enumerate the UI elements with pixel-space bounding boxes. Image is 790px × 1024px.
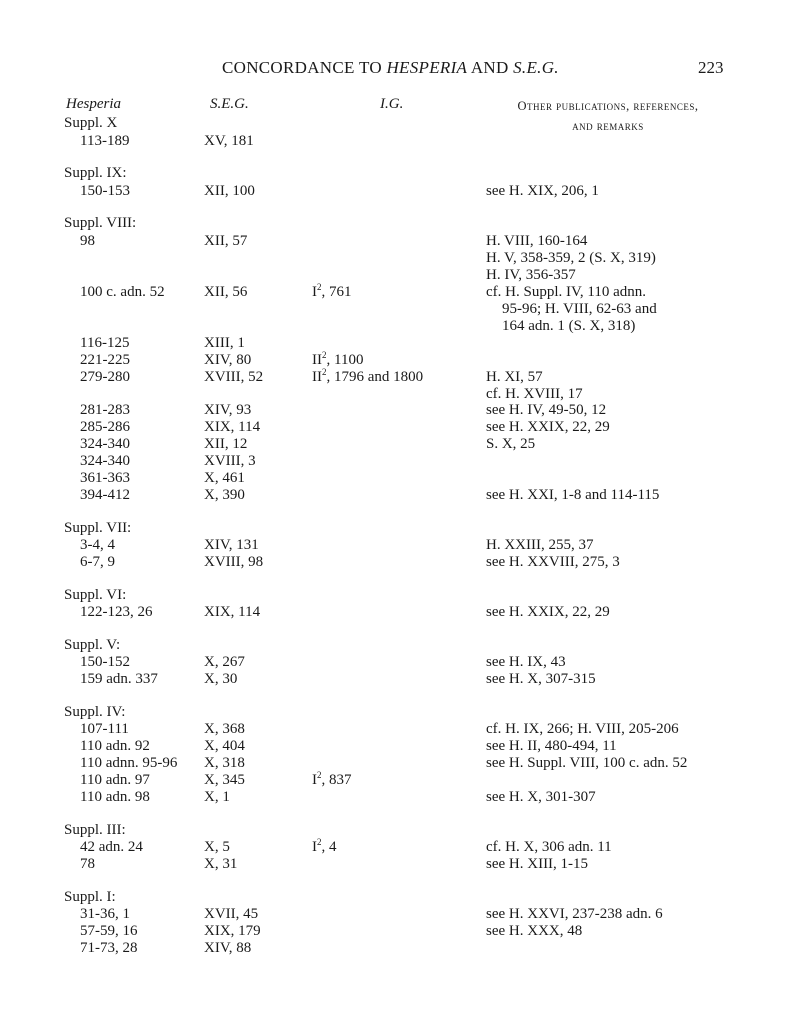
seg-cell: X, 390 (204, 487, 245, 503)
seg-cell: XIII, 1 (204, 335, 245, 351)
other-cell: see H. XXIX, 22, 29 (486, 419, 610, 435)
table-row (0, 755, 790, 772)
section-heading-row (0, 215, 790, 232)
other-cell: see H. IV, 49-50, 12 (486, 402, 607, 418)
table-row (0, 772, 790, 789)
hesperia-cell: 285-286 (80, 419, 130, 435)
running-title (222, 58, 559, 78)
table-row (0, 789, 790, 806)
table-row (0, 369, 790, 386)
table-row (0, 906, 790, 923)
section-heading-row (0, 165, 790, 182)
table-row (0, 318, 790, 335)
running-header (0, 58, 790, 80)
table-row (0, 402, 790, 419)
seg-cell: XIX, 179 (204, 923, 261, 939)
other-cell: cf. H. X, 306 adn. 11 (486, 839, 612, 855)
other-cell: see H. XIX, 206, 1 (486, 183, 599, 199)
hesperia-cell: 324-340 (80, 453, 130, 469)
section-heading-row (0, 704, 790, 721)
seg-cell: X, 404 (204, 738, 245, 754)
title-journal: HESPERIA (386, 58, 468, 77)
seg-cell: X, 368 (204, 721, 245, 737)
seg-cell: X, 5 (204, 839, 230, 855)
ig-cell: $II^2$, 1100 (312, 350, 364, 368)
seg-cell: X, 461 (204, 470, 245, 486)
column-header-hesperia: Hesperia (66, 96, 121, 112)
hesperia-cell: Suppl. VII: (64, 520, 132, 536)
hesperia-cell: Suppl. VIII: (64, 215, 137, 231)
hesperia-cell: Suppl. I: (64, 889, 116, 905)
other-cell: see H. XXI, 1-8 and 114-115 (486, 487, 660, 503)
seg-cell: XVIII, 3 (204, 453, 256, 469)
table-row (0, 487, 790, 504)
seg-cell: XVIII, 52 (204, 369, 264, 385)
other-cell: see H. XXIX, 22, 29 (486, 604, 610, 620)
table-row (0, 284, 790, 301)
hesperia-cell: 281-283 (80, 402, 130, 418)
hesperia-cell: 78 (80, 856, 95, 872)
seg-cell: XIX, 114 (204, 604, 261, 620)
table-row (0, 839, 790, 856)
table-row (0, 738, 790, 755)
table-row (0, 267, 790, 284)
hesperia-cell: 116-125 (80, 335, 130, 351)
other-cell: see H. Suppl. VIII, 100 c. adn. 52 (486, 755, 688, 771)
seg-cell: X, 1 (204, 789, 230, 805)
other-cell: see H. II, 480-494, 11 (486, 738, 617, 754)
other-cell: see H. XXVIII, 275, 3 (486, 554, 620, 570)
ig-cell: $II^2$, 1796 and 1800 (312, 367, 424, 385)
hesperia-cell: 110 adn. 92 (80, 738, 150, 754)
table-row (0, 233, 790, 250)
seg-cell: XIV, 88 (204, 940, 252, 956)
seg-cell: X, 30 (204, 671, 238, 687)
hesperia-cell: 122-123, 26 (80, 604, 153, 620)
other-cell: cf. H. IX, 266; H. VIII, 205-206 (486, 721, 679, 737)
seg-cell: XVII, 45 (204, 906, 259, 922)
table-row (0, 470, 790, 487)
hesperia-cell: Suppl. IV: (64, 704, 126, 720)
table-row (0, 856, 790, 873)
seg-cell: X, 318 (204, 755, 245, 771)
other-cell: see H. XXX, 48 (486, 923, 583, 939)
table-row (0, 335, 790, 352)
hesperia-cell: 6-7, 9 (80, 554, 115, 570)
table-row (0, 940, 790, 957)
seg-cell: XII, 57 (204, 233, 248, 249)
hesperia-cell: Suppl. III: (64, 822, 126, 838)
other-cell: see H. IX, 43 (486, 654, 566, 670)
other-cell: see H. XIII, 1-15 (486, 856, 589, 872)
table-row (0, 453, 790, 470)
hesperia-cell: 57-59, 16 (80, 923, 138, 939)
hesperia-cell: Suppl. IX: (64, 165, 127, 181)
seg-cell: X, 267 (204, 654, 245, 670)
table-row (0, 436, 790, 453)
hesperia-cell: 221-225 (80, 352, 130, 368)
other-cell: see H. XXVI, 237-238 adn. 6 (486, 906, 663, 922)
table-row (0, 654, 790, 671)
table-row (0, 133, 790, 150)
hesperia-cell: Suppl. V: (64, 637, 121, 653)
hesperia-cell: 324-340 (80, 436, 130, 452)
column-header-seg: S.E.G. (210, 96, 249, 112)
other-cell: S. X, 25 (486, 436, 536, 452)
other-cell: 95-96; H. VIII, 62-63 and (502, 301, 657, 317)
hesperia-cell: 394-412 (80, 487, 130, 503)
table-row (0, 301, 790, 318)
seg-cell: XV, 181 (204, 133, 254, 149)
hesperia-cell: 361-363 (80, 470, 130, 486)
seg-cell: XVIII, 98 (204, 554, 264, 570)
table-row (0, 604, 790, 621)
title-part: AND (467, 58, 514, 77)
section-heading-row (0, 587, 790, 604)
ig-cell: $I^2$, 761 (312, 282, 352, 300)
title-part: CONCORDANCE TO (222, 58, 387, 77)
hesperia-cell: 150-152 (80, 654, 130, 670)
table-row (0, 537, 790, 554)
hesperia-cell: 100 c. adn. 52 (80, 284, 165, 300)
hesperia-cell: Suppl. X (64, 115, 118, 131)
hesperia-cell: 42 adn. 24 (80, 839, 143, 855)
title-seg: S.E.G. (513, 58, 559, 77)
other-cell: see H. X, 301-307 (486, 789, 596, 805)
section-heading-row (0, 115, 790, 132)
table-row (0, 923, 790, 940)
hesperia-cell: 31-36, 1 (80, 906, 130, 922)
column-header-other-line: Other publications, references, (517, 99, 699, 113)
hesperia-cell: 98 (80, 233, 95, 249)
other-cell: see H. X, 307-315 (486, 671, 596, 687)
seg-cell: XII, 100 (204, 183, 255, 199)
hesperia-cell: 159 adn. 337 (80, 671, 158, 687)
table-row (0, 250, 790, 267)
other-cell: H. XI, 57 (486, 369, 543, 385)
hesperia-cell: Suppl. VI: (64, 587, 127, 603)
hesperia-cell: 110 adnn. 95-96 (80, 755, 178, 771)
hesperia-cell: 107-111 (80, 721, 129, 737)
hesperia-cell: 279-280 (80, 369, 130, 385)
table-row (0, 671, 790, 688)
seg-cell: XII, 56 (204, 284, 248, 300)
column-header-other-line: and remarks (572, 119, 644, 133)
other-cell: 164 adn. 1 (S. X, 318) (502, 318, 636, 334)
hesperia-cell: 110 adn. 98 (80, 789, 150, 805)
table-row (0, 721, 790, 738)
section-heading-row (0, 889, 790, 906)
seg-cell: XII, 12 (204, 436, 248, 452)
seg-cell: XIV, 80 (204, 352, 252, 368)
table-row (0, 352, 790, 369)
section-heading-row (0, 520, 790, 537)
other-cell: H. VIII, 160-164 (486, 233, 588, 249)
section-heading-row (0, 822, 790, 839)
hesperia-cell: 110 adn. 97 (80, 772, 150, 788)
other-cell: H. IV, 356-357 (486, 267, 576, 283)
ig-cell: $I^2$, 837 (312, 770, 352, 788)
section-heading-row (0, 637, 790, 654)
table-row (0, 386, 790, 403)
page-number: 223 (698, 58, 724, 77)
ig-cell: $I^2$, 4 (312, 837, 337, 855)
other-cell: cf. H. XVIII, 17 (486, 386, 583, 402)
column-header-ig: I.G. (380, 96, 404, 112)
seg-cell: X, 31 (204, 856, 238, 872)
other-cell: cf. H. Suppl. IV, 110 adnn. (486, 284, 646, 300)
other-cell: H. V, 358-359, 2 (S. X, 319) (486, 250, 656, 266)
hesperia-cell: 113-189 (80, 133, 130, 149)
table-row (0, 554, 790, 571)
other-cell: H. XXIII, 255, 37 (486, 537, 594, 553)
hesperia-cell: 71-73, 28 (80, 940, 138, 956)
hesperia-cell: 3-4, 4 (80, 537, 115, 553)
seg-cell: XIV, 131 (204, 537, 259, 553)
table-row (0, 419, 790, 436)
seg-cell: X, 345 (204, 772, 245, 788)
seg-cell: XIX, 114 (204, 419, 261, 435)
hesperia-cell: 150-153 (80, 183, 130, 199)
table-row (0, 183, 790, 200)
seg-cell: XIV, 93 (204, 402, 252, 418)
